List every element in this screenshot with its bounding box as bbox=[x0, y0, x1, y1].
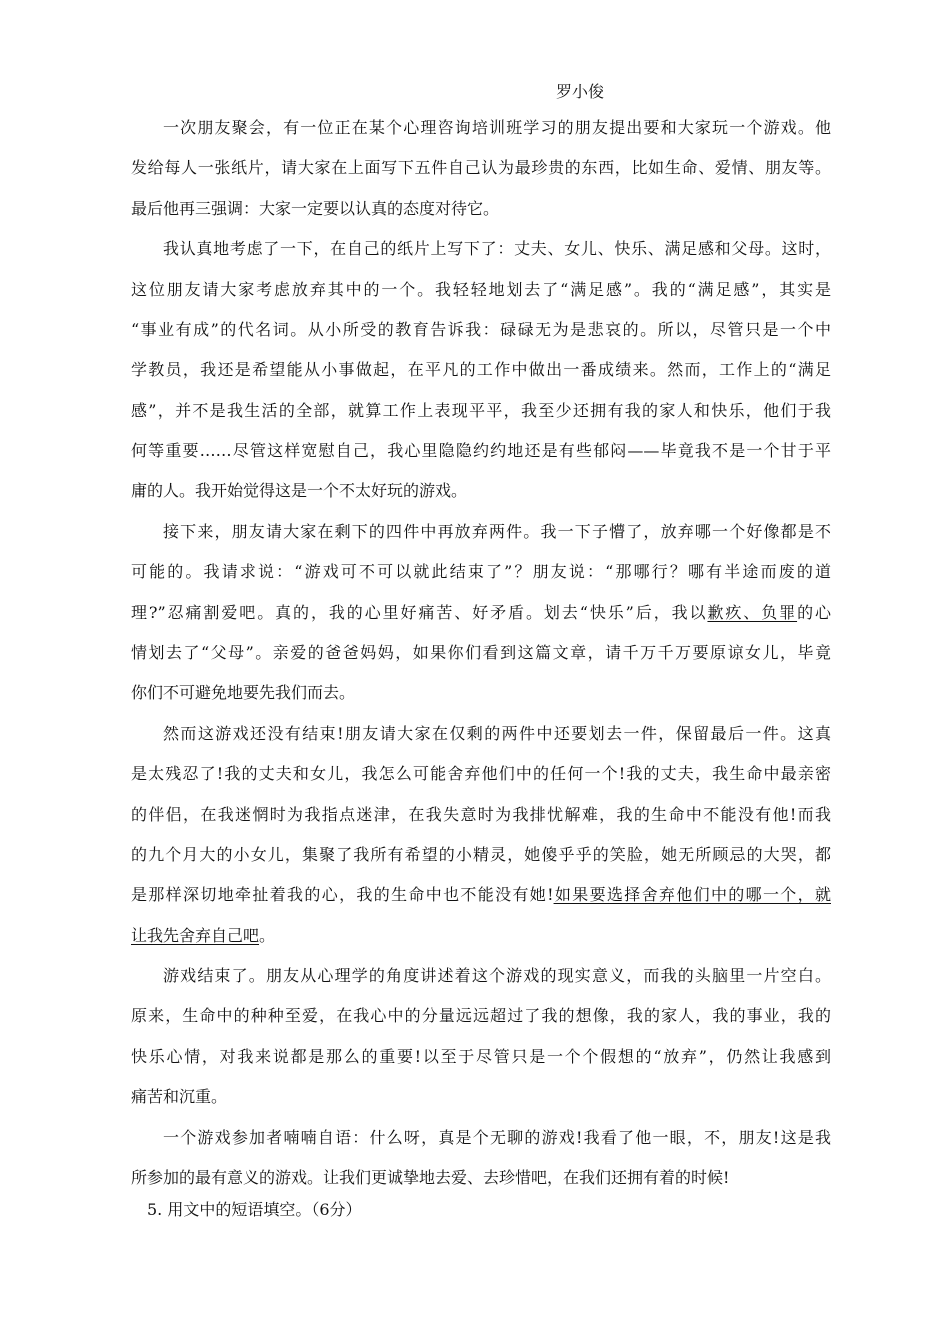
text-line: 感”，并不是我生活的全部，就算工作上表现平平，我至少还拥有我的家人和快乐，他们于我 bbox=[131, 401, 831, 420]
text-line: 一次朋友聚会，有一位正在某个心理咨询培训班学习的朋友提出要和大家玩一个游戏。他 bbox=[163, 118, 831, 137]
text-line: 你们不可避免地要先我们而去。 bbox=[131, 683, 356, 702]
underlined-sentence: 如果要选择舍弃他们中的哪一个，就 bbox=[553, 885, 831, 904]
text-line bbox=[131, 883, 831, 907]
text-line: 痛苦和沉重。 bbox=[131, 1087, 228, 1106]
text-line: 我认真地考虑了一下，在自己的纸片上写下了：丈夫、女儿、快乐、满足感和父母。这时， bbox=[163, 239, 831, 258]
text-line: 原来，生命中的种种至爱，在我心中的分量远远超过了我的想像，我的家人，我的事业，我的 bbox=[131, 1006, 831, 1025]
text-line bbox=[131, 924, 831, 948]
text-line: 可能的。我请求说：“游戏可不可以就此结束了”？朋友说：“那哪行？哪有半途而废的道 bbox=[131, 562, 831, 581]
text-line bbox=[131, 601, 831, 625]
text-line: 这位朋友请大家考虑放弃其中的一个。我轻轻地划去了“满足感”。我的“满足感”，其实是 bbox=[131, 280, 831, 299]
text-line: 何等重要……尽管这样宽慰自己，我心里隐隐约约地还是有些郁闷——毕竟我不是一个甘于平 bbox=[131, 441, 831, 460]
text-line: “事业有成”的代名词。从小所受的教育告诉我：碌碌无为是悲哀的。所以，尽管只是一个中 bbox=[131, 320, 831, 339]
text-line: 学教员，我还是希望能从小事做起，在平凡的工作中做出一番成绩来。然而，工作上的“满足 bbox=[131, 360, 831, 379]
text-line: 快乐心情，对我来说都是那么的重要!以至于尽管只是一个个假想的“放弃”，仍然让我感到 bbox=[131, 1047, 831, 1066]
underlined-sentence: 让我先舍弃自己吧 bbox=[131, 926, 260, 945]
text-line: 是太残忍了!我的丈夫和女儿，我怎么可能舍弃他们中的任何一个!我的丈夫，我生命中最亲密 bbox=[131, 764, 831, 783]
text-line: 庸的人。我开始觉得这是一个不太好玩的游戏。 bbox=[131, 481, 468, 500]
underlined-phrase: 歉疚、负罪 bbox=[707, 603, 798, 622]
text-segment: 的心 bbox=[797, 603, 831, 622]
text-line: 接下来，朋友请大家在剩下的四件中再放弃两件。我一下子懵了，放弃哪一个好像都是不 bbox=[163, 522, 831, 541]
text-line: 的九个月大的小女儿，集聚了我所有希望的小精灵，她傻乎乎的笑脸，她无所顾忌的大哭，都 bbox=[131, 845, 831, 864]
text-line: 发给每人一张纸片，请大家在上面写下五件自己认为最珍贵的东西，比如生命、爱情、朋友等。 bbox=[131, 158, 831, 177]
author-name: 罗小俊 bbox=[556, 82, 605, 101]
text-line: 情划去了“父母”。亲爱的爸爸妈妈，如果你们看到这篇文章，请千万千万要原谅女儿，毕竟 bbox=[131, 643, 831, 662]
text-segment: 是那样深切地牵扯着我的心，我的生命中也不能没有她! bbox=[131, 885, 554, 904]
question-5: 5. 用文中的短语填空。（6分） bbox=[147, 1200, 362, 1219]
text-line: 最后他再三强调：大家一定要以认真的态度对待它。 bbox=[131, 199, 500, 218]
text-segment: 。 bbox=[259, 926, 276, 945]
text-line: 的伴侣，在我迷惘时为我指点迷津，在我失意时为我排忧解难，我的生命中不能没有他!而我 bbox=[131, 805, 831, 824]
text-segment: 理?”忍痛割爱吧。真的，我的心里好痛苦、好矛盾。划去“快乐”后，我以 bbox=[131, 603, 708, 622]
text-line: 所参加的最有意义的游戏。让我们更诚挚地去爱、去珍惜吧，在我们还拥有着的时候! bbox=[131, 1168, 730, 1187]
text-line: 游戏结束了。朋友从心理学的角度讲述着这个游戏的现实意义，而我的头脑里一片空白。 bbox=[163, 966, 831, 985]
text-line: 一个游戏参加者喃喃自语：什么呀，真是个无聊的游戏!我看了他一眼，不，朋友!这是我 bbox=[163, 1128, 831, 1147]
text-line: 然而这游戏还没有结束!朋友请大家在仅剩的两件中还要划去一件，保留最后一件。这真 bbox=[163, 724, 831, 743]
